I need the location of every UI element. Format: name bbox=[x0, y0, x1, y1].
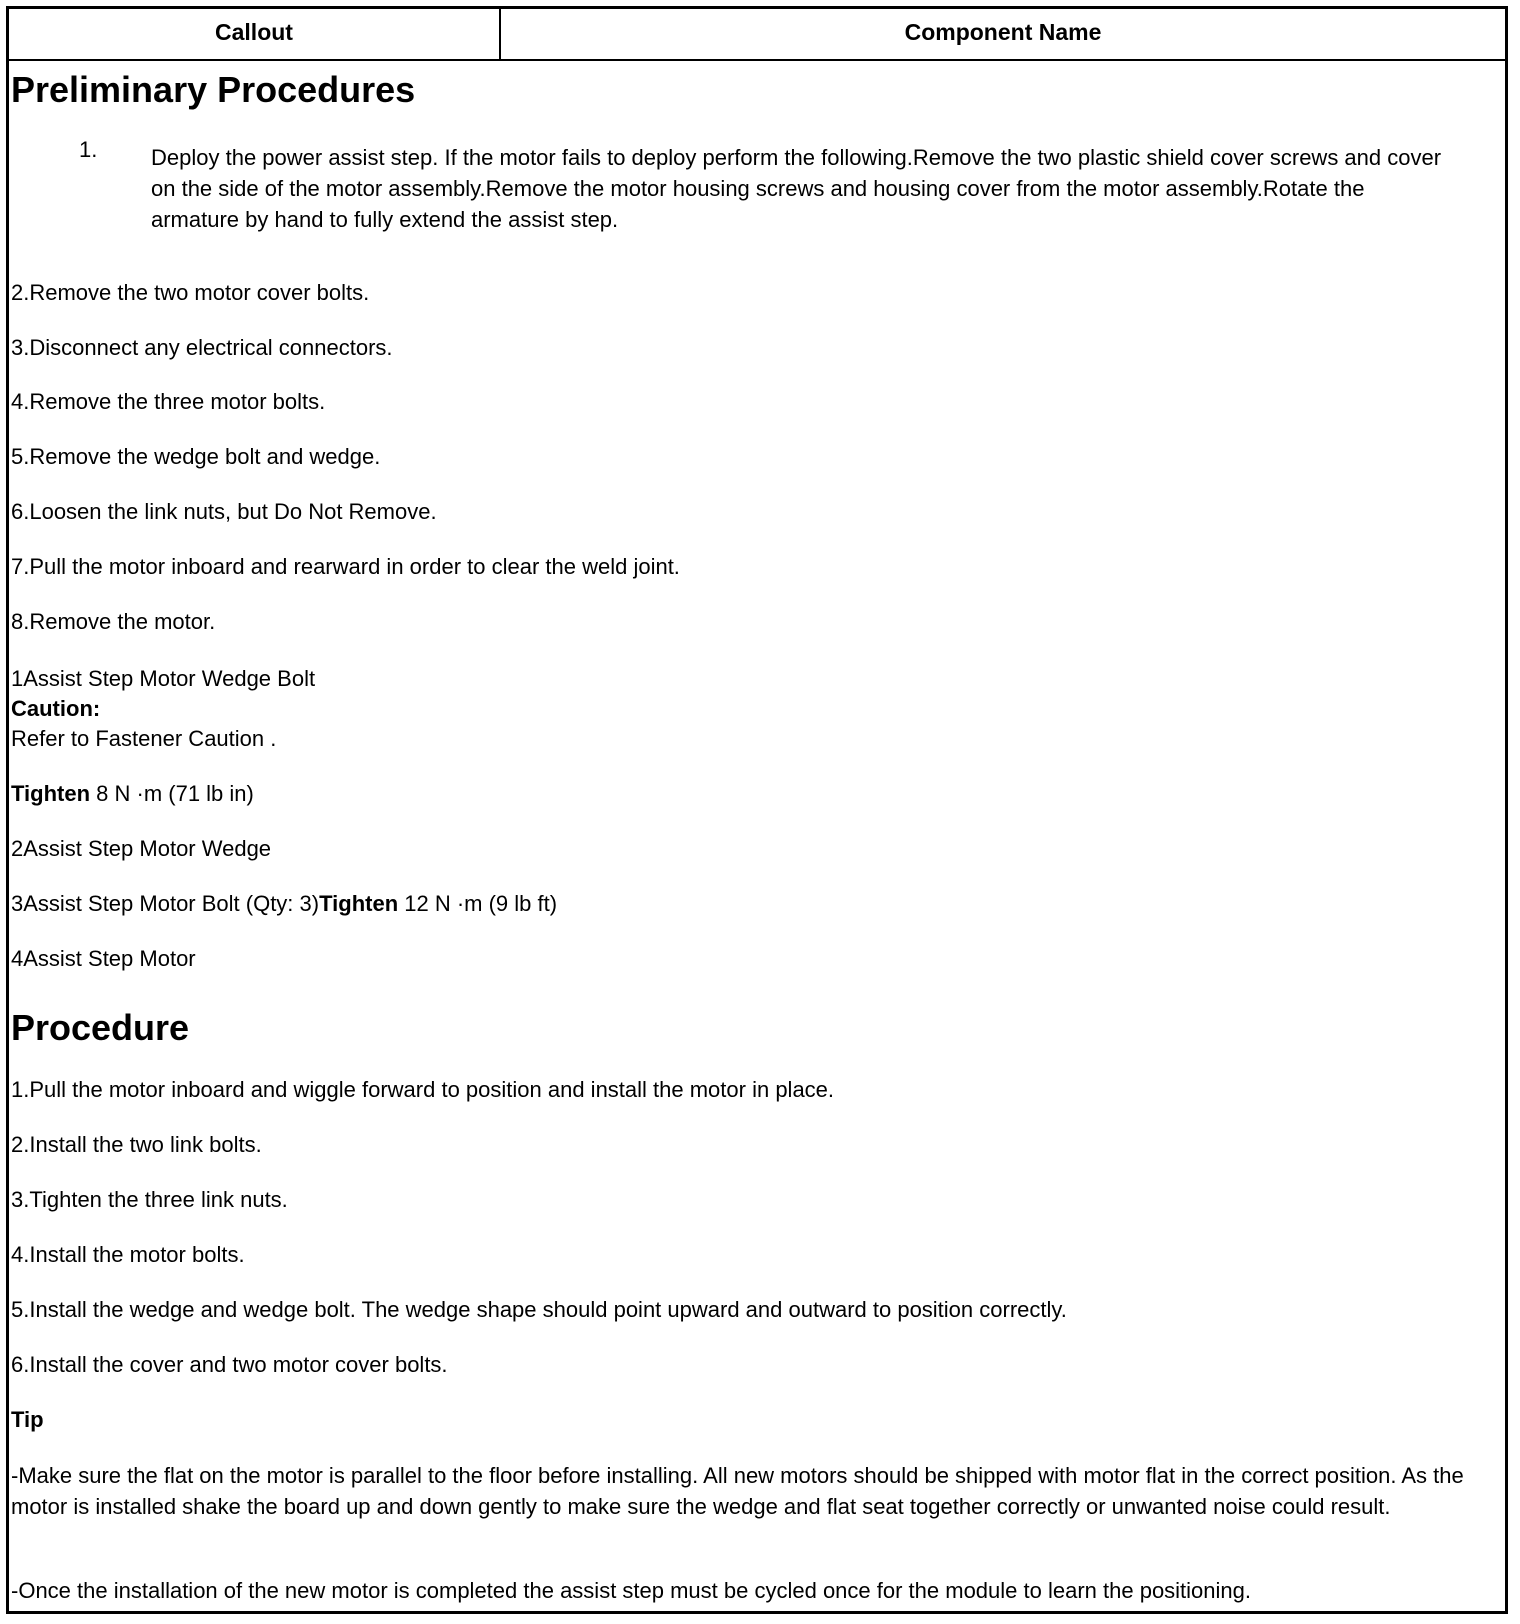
procedure-step-6: 6.Install the cover and two motor cover bolts. bbox=[11, 1352, 448, 1377]
preliminary-step-3: 3.Disconnect any electrical connectors. bbox=[11, 335, 393, 360]
preliminary-step-1-text: Deploy the power assist step. If the motor fails to deploy perform the following.Remove the two plastic shield cover screws and cover on the side of the motor assembly.Remove the motor housing screws and housing cover from the motor assembly.Rotate the armature by hand to fully extend the assist step. bbox=[151, 145, 1442, 232]
preliminary-step-1-number: 1. bbox=[79, 137, 98, 162]
component-name-header: Component Name bbox=[904, 19, 1102, 45]
callout-item-3-label: 3Assist Step Motor Bolt (Qty: 3) bbox=[11, 891, 320, 916]
procedure-title: Procedure bbox=[11, 1007, 190, 1048]
callout-item-4: 4Assist Step Motor bbox=[11, 946, 196, 971]
preliminary-step-8: 8.Remove the motor. bbox=[11, 609, 216, 634]
preliminary-step-4: 4.Remove the three motor bolts. bbox=[11, 389, 326, 414]
tip-text-2: -Once the installation of the new motor is completed the assist step must be cycled once for the module to learn the positioning. bbox=[11, 1578, 1252, 1603]
procedure-step-3: 3.Tighten the three link nuts. bbox=[11, 1187, 288, 1212]
tighten-label: Tighten bbox=[319, 891, 399, 916]
table-header bbox=[9, 9, 1505, 61]
procedure-step-4: 4.Install the motor bolts. bbox=[11, 1242, 245, 1267]
tip-text-1: -Make sure the flat on the motor is parallel to the floor before installing. All new motors should be shipped with motor flat in the correct position. As the motor is installed shake the board up and down gently to make sure the wedge and flat seat together correctly or unwanted noise could result. bbox=[11, 1463, 1464, 1519]
tighten-label: Tighten bbox=[11, 781, 91, 806]
preliminary-step-6: 6.Loosen the link nuts, but Do Not Remove. bbox=[11, 499, 437, 524]
tip-label: Tip bbox=[11, 1407, 44, 1432]
caution-label: Caution: bbox=[11, 696, 101, 721]
callout-item-3 bbox=[11, 889, 557, 919]
preliminary-step-7: 7.Pull the motor inboard and rearward in order to clear the weld joint. bbox=[11, 554, 680, 579]
torque-value-3: 12 N ·m (9 lb ft) bbox=[398, 891, 558, 916]
callout-header: Callout bbox=[9, 9, 501, 59]
torque-value-1: 8 N ·m (71 lb in) bbox=[90, 781, 254, 806]
procedure-step-1: 1.Pull the motor inboard and wiggle forward to position and install the motor in place. bbox=[11, 1077, 835, 1102]
callout-item-1: 1Assist Step Motor Wedge Bolt bbox=[11, 666, 316, 691]
callout-item-1-torque bbox=[11, 779, 254, 809]
callout-item-2: 2Assist Step Motor Wedge bbox=[11, 836, 272, 861]
preliminary-procedures-title: Preliminary Procedures bbox=[11, 69, 416, 110]
preliminary-step-2: 2.Remove the two motor cover bolts. bbox=[11, 280, 370, 305]
procedure-step-2: 2.Install the two link bolts. bbox=[11, 1132, 262, 1157]
procedure-step-5: 5.Install the wedge and wedge bolt. The wedge shape should point upward and outward to position correctly. bbox=[11, 1297, 1067, 1322]
preliminary-step-5: 5.Remove the wedge bolt and wedge. bbox=[11, 444, 381, 469]
caution-text: Refer to Fastener Caution . bbox=[11, 726, 277, 751]
